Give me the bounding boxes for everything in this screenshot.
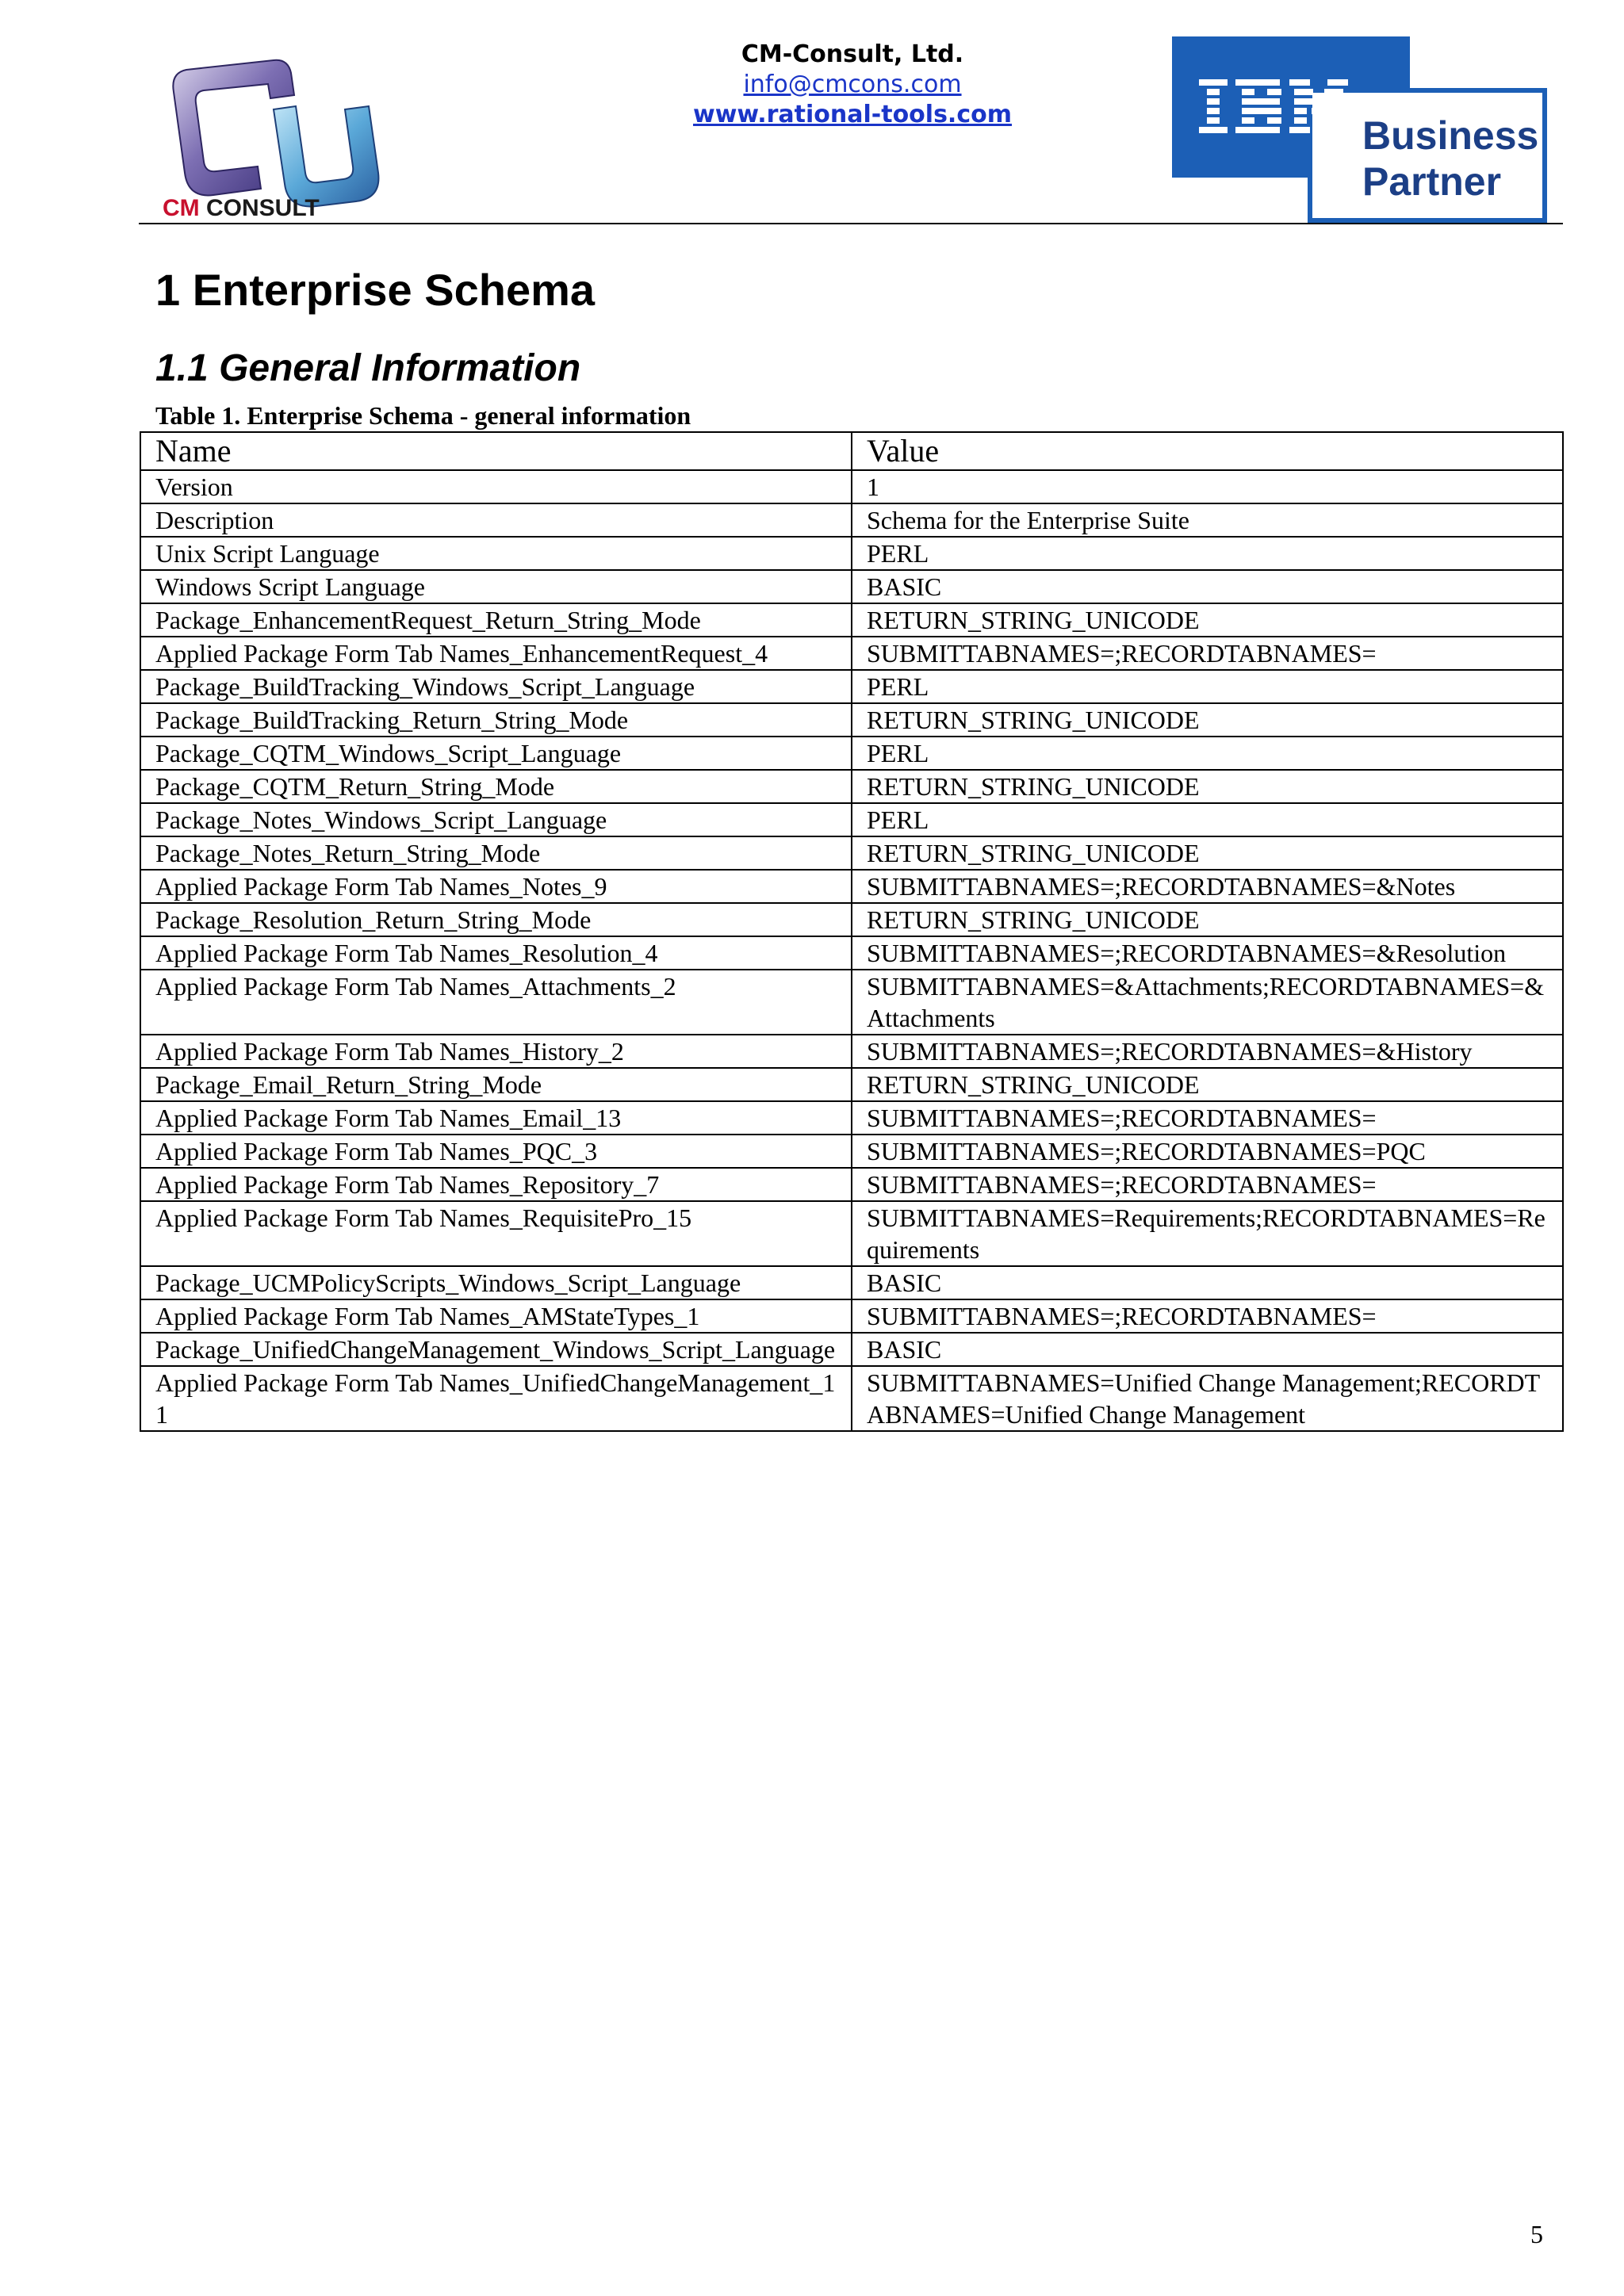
cell-value: PERL bbox=[852, 737, 1563, 770]
table-row bbox=[140, 1299, 1563, 1333]
table-row bbox=[140, 670, 1563, 703]
cell-name: Package_BuildTracking_Return_String_Mode bbox=[140, 703, 852, 737]
cell-value: SUBMITTABNAMES=;RECORDTABNAMES=PQC bbox=[852, 1135, 1563, 1168]
cell-value: SUBMITTABNAMES=Requirements;RECORDTABNAMES=Requirements bbox=[852, 1201, 1563, 1266]
table-row bbox=[140, 1201, 1563, 1266]
table-row bbox=[140, 903, 1563, 936]
table-row bbox=[140, 1101, 1563, 1135]
cell-name: Applied Package Form Tab Names_Email_13 bbox=[140, 1101, 852, 1135]
column-header-name: Name bbox=[140, 432, 852, 470]
cell-name: Package_Notes_Windows_Script_Language bbox=[140, 803, 852, 836]
table-row bbox=[140, 1333, 1563, 1366]
cell-name: Package_CQTM_Windows_Script_Language bbox=[140, 737, 852, 770]
cell-name: Package_UnifiedChangeManagement_Windows_Script_Language bbox=[140, 1333, 852, 1366]
cell-name: Applied Package Form Tab Names_Repository_7 bbox=[140, 1168, 852, 1201]
table-row bbox=[140, 537, 1563, 570]
cell-value: RETURN_STRING_UNICODE bbox=[852, 903, 1563, 936]
cell-value: SUBMITTABNAMES=;RECORDTABNAMES= bbox=[852, 1299, 1563, 1333]
subsection-heading: 1.1 General Information bbox=[155, 347, 581, 389]
cell-name: Applied Package Form Tab Names_PQC_3 bbox=[140, 1135, 852, 1168]
table-row bbox=[140, 603, 1563, 637]
table-row bbox=[140, 1068, 1563, 1101]
cell-value: PERL bbox=[852, 670, 1563, 703]
cell-name: Package_CQTM_Return_String_Mode bbox=[140, 770, 852, 803]
table-row bbox=[140, 570, 1563, 603]
general-information-table bbox=[140, 431, 1564, 1432]
cell-value: RETURN_STRING_UNICODE bbox=[852, 770, 1563, 803]
cell-name: Applied Package Form Tab Names_Attachments_2 bbox=[140, 970, 852, 1035]
cell-value: SUBMITTABNAMES=&Attachments;RECORDTABNAMES=&Attachments bbox=[852, 970, 1563, 1035]
table-header-row bbox=[140, 432, 1563, 470]
cell-value: SUBMITTABNAMES=;RECORDTABNAMES= bbox=[852, 1101, 1563, 1135]
cell-value: Schema for the Enterprise Suite bbox=[852, 503, 1563, 537]
cm-consult-logo-text: CM CONSULT bbox=[163, 195, 320, 220]
table-row bbox=[140, 870, 1563, 903]
cell-value: RETURN_STRING_UNICODE bbox=[852, 1068, 1563, 1101]
cell-value: RETURN_STRING_UNICODE bbox=[852, 603, 1563, 637]
cell-name: Package_EnhancementRequest_Return_String_Mode bbox=[140, 603, 852, 637]
cell-value: PERL bbox=[852, 803, 1563, 836]
cell-name: Package_Resolution_Return_String_Mode bbox=[140, 903, 852, 936]
cell-value: 1 bbox=[852, 470, 1563, 503]
company-contact-info bbox=[603, 40, 1102, 130]
email-link[interactable]: info@cmcons.com bbox=[743, 71, 962, 98]
ibm-logo-line1: Business bbox=[1362, 113, 1539, 158]
table-row bbox=[140, 503, 1563, 537]
cell-name: Package_UCMPolicyScripts_Windows_Script_Language bbox=[140, 1266, 852, 1299]
cell-value: SUBMITTABNAMES=Unified Change Management;RECORDTABNAMES=Unified Change Management bbox=[852, 1366, 1563, 1431]
table-row bbox=[140, 936, 1563, 970]
column-header-value: Value bbox=[852, 432, 1563, 470]
cell-name: Applied Package Form Tab Names_History_2 bbox=[140, 1035, 852, 1068]
ibm-logo-line2: Partner bbox=[1362, 159, 1502, 204]
table-row bbox=[140, 803, 1563, 836]
cell-value: BASIC bbox=[852, 1333, 1563, 1366]
cell-name: Package_Notes_Return_String_Mode bbox=[140, 836, 852, 870]
cell-value: SUBMITTABNAMES=;RECORDTABNAMES=&History bbox=[852, 1035, 1563, 1068]
table-row bbox=[140, 470, 1563, 503]
website-link[interactable]: www.rational-tools.com bbox=[693, 101, 1012, 128]
cell-name: Unix Script Language bbox=[140, 537, 852, 570]
cell-value: SUBMITTABNAMES=;RECORDTABNAMES= bbox=[852, 1168, 1563, 1201]
cell-name: Applied Package Form Tab Names_EnhancementRequest_4 bbox=[140, 637, 852, 670]
cell-value: SUBMITTABNAMES=;RECORDTABNAMES= bbox=[852, 637, 1563, 670]
header-divider bbox=[139, 223, 1563, 224]
section-heading: 1 Enterprise Schema bbox=[155, 265, 596, 315]
cell-value: RETURN_STRING_UNICODE bbox=[852, 836, 1563, 870]
table-row bbox=[140, 637, 1563, 670]
table-row bbox=[140, 1366, 1563, 1431]
cell-name: Applied Package Form Tab Names_Notes_9 bbox=[140, 870, 852, 903]
cell-name: Windows Script Language bbox=[140, 570, 852, 603]
company-name: CM-Consult, Ltd. bbox=[741, 40, 964, 68]
cell-value: BASIC bbox=[852, 1266, 1563, 1299]
cell-name: Package_Email_Return_String_Mode bbox=[140, 1068, 852, 1101]
table-row bbox=[140, 1135, 1563, 1168]
table-row bbox=[140, 737, 1563, 770]
table-row bbox=[140, 1266, 1563, 1299]
cm-consult-logo bbox=[155, 54, 393, 220]
cell-name: Applied Package Form Tab Names_Resolution_4 bbox=[140, 936, 852, 970]
cell-name: Applied Package Form Tab Names_AMStateTypes_1 bbox=[140, 1299, 852, 1333]
table-row bbox=[140, 1168, 1563, 1201]
table-row bbox=[140, 970, 1563, 1035]
table-row bbox=[140, 836, 1563, 870]
cell-name: Applied Package Form Tab Names_RequisitePro_15 bbox=[140, 1201, 852, 1266]
cell-value: RETURN_STRING_UNICODE bbox=[852, 703, 1563, 737]
page-header bbox=[0, 0, 1624, 230]
cell-value: SUBMITTABNAMES=;RECORDTABNAMES=&Resolution bbox=[852, 936, 1563, 970]
table-body bbox=[140, 470, 1563, 1431]
table-row bbox=[140, 703, 1563, 737]
cell-name: Applied Package Form Tab Names_UnifiedChangeManagement_11 bbox=[140, 1366, 852, 1431]
cell-name: Description bbox=[140, 503, 852, 537]
cell-value: SUBMITTABNAMES=;RECORDTABNAMES=&Notes bbox=[852, 870, 1563, 903]
table-caption: Table 1. Enterprise Schema - general information bbox=[155, 401, 691, 430]
page-number: 5 bbox=[1530, 2220, 1543, 2248]
cell-value: PERL bbox=[852, 537, 1563, 570]
ibm-business-partner-logo bbox=[1172, 36, 1548, 224]
cell-name: Package_BuildTracking_Windows_Script_Language bbox=[140, 670, 852, 703]
cell-name: Version bbox=[140, 470, 852, 503]
cell-value: BASIC bbox=[852, 570, 1563, 603]
table-row bbox=[140, 770, 1563, 803]
table-row bbox=[140, 1035, 1563, 1068]
